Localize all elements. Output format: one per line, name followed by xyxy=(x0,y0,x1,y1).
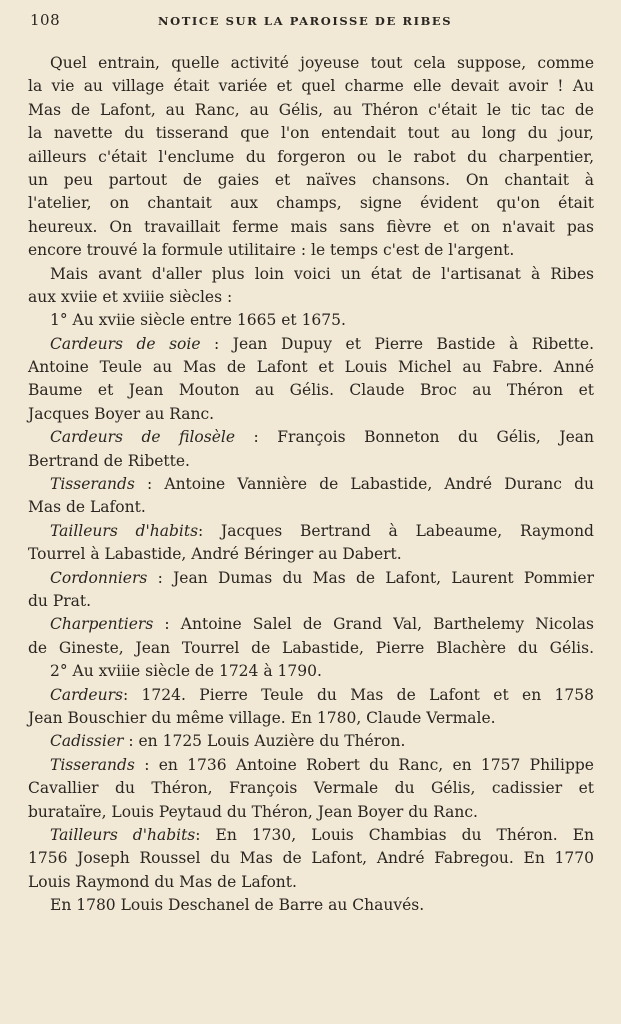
text-line xyxy=(28,684,594,707)
text-line xyxy=(28,496,594,519)
text-line xyxy=(28,379,594,402)
text-line xyxy=(28,216,594,239)
line-text: Mas de Lafont. xyxy=(28,498,146,517)
line-text: Jean Bouschier du même village. En 1780, Claude Vermale. xyxy=(28,708,496,727)
page-number: 108 xyxy=(30,11,61,29)
line-text: : Jacques Bertrand à Labeaume, Raymond xyxy=(198,521,594,540)
trade-label: Cardeurs xyxy=(50,685,123,704)
text-line xyxy=(28,707,594,730)
line-text: Quel entrain, quelle activité joyeuse tout cela suppose, comme xyxy=(50,54,594,72)
line-text: : Antoine Salel de Grand Val, Barthelemy Nicolas xyxy=(153,615,594,634)
text-line xyxy=(28,169,594,192)
trade-label: Cordonniers xyxy=(50,568,148,587)
line-text: de Gineste, Jean Tourrel de Labastide, Pierre Blachère du Gélis. xyxy=(28,638,594,657)
line-text: burataïre, Louis Peytaud du Théron, Jean Boyer du Ranc. xyxy=(28,802,478,821)
trade-label: Tailleurs d'habits xyxy=(50,825,196,844)
text-line xyxy=(28,754,594,777)
trade-label: Charpentiers xyxy=(50,615,154,634)
line-text: du Prat. xyxy=(28,591,92,610)
text-line xyxy=(28,286,594,309)
line-text: : Jean Dupuy et Pierre Bastide à Ribette. xyxy=(200,334,594,353)
line-text: Antoine Teule au Mas de Lafont et Louis Michel au Fabre. Anné xyxy=(28,358,594,377)
text-line xyxy=(28,473,594,496)
line-text: : Jean Dumas du Mas de Lafont, Laurent Pommier xyxy=(147,568,594,587)
line-text: encore trouvé la formule utilitaire : le temps c'est de l'argent. xyxy=(28,241,515,260)
line-text: : en 1736 Antoine Robert du Ranc, en 1757 Philippe xyxy=(134,755,594,774)
text-line xyxy=(28,426,594,449)
text-line xyxy=(28,520,594,543)
line-text: : François Bonneton du Gélis, Jean xyxy=(235,428,594,447)
text-line xyxy=(28,871,594,894)
line-text: Mais avant d'aller plus loin voici un état de l'artisanat à Ribes xyxy=(50,264,594,283)
text-line xyxy=(28,99,594,122)
line-text: la vie au village était variée et quel charme elle devait avoir ! Au xyxy=(28,77,594,96)
text-line xyxy=(28,637,594,660)
text-line xyxy=(28,450,594,473)
text-line xyxy=(28,333,594,356)
line-text: un peu partout de gaies et naïves chansons. On chantait à xyxy=(28,170,594,189)
text-line xyxy=(28,777,594,800)
trade-label: Tisserands xyxy=(50,755,135,774)
text-line xyxy=(28,52,594,75)
text-line xyxy=(28,263,594,286)
text-line xyxy=(28,356,594,379)
text-line xyxy=(28,894,594,917)
text-line xyxy=(28,801,594,824)
text-line xyxy=(28,824,594,847)
text-line xyxy=(28,847,594,870)
line-text: 1° Au xviie siècle entre 1665 et 1675. xyxy=(50,311,346,330)
text-line xyxy=(28,239,594,262)
line-text: : en 1725 Louis Auzière du Théron. xyxy=(123,732,406,751)
trade-label: Cardeurs de filosèle xyxy=(50,428,235,447)
line-text: Jacques Boyer au Ranc. xyxy=(28,404,215,423)
line-text: Baume et Jean Mouton au Gélis. Claude Broc au Théron et xyxy=(28,381,594,400)
body-text xyxy=(28,52,594,917)
running-title: NOTICE SUR LA PAROISSE DE RIBES xyxy=(158,14,453,28)
line-text: la navette du tisserand que l'on entendait tout au long du jour, xyxy=(28,124,594,143)
line-text: : 1724. Pierre Teule du Mas de Lafont et en 1758 xyxy=(122,685,594,704)
line-text: En 1780 Louis Deschanel de Barre au Chauvés. xyxy=(50,896,425,915)
trade-label: Cardeurs de soie xyxy=(50,334,201,353)
trade-label: Tisserands xyxy=(50,475,135,494)
text-line xyxy=(28,122,594,145)
text-line xyxy=(28,613,594,636)
trade-label: Cadissier xyxy=(50,732,124,751)
line-text: : Antoine Vannière de Labastide, André Duranc du xyxy=(134,475,594,494)
text-line xyxy=(28,543,594,566)
line-text: Louis Raymond du Mas de Lafont. xyxy=(28,872,297,891)
line-text: Bertrand de Ribette. xyxy=(28,451,190,470)
line-text: 1756 Joseph Roussel du Mas de Lafont, André Fabregou. En 1770 xyxy=(28,849,594,868)
text-line xyxy=(28,660,594,683)
line-text: ailleurs c'était l'enclume du forgeron ou le rabot du charpentier, xyxy=(28,147,594,166)
line-text: Cavallier du Théron, François Vermale du Gélis, cadissier et xyxy=(28,779,594,798)
text-line xyxy=(28,567,594,590)
line-text: : En 1730, Louis Chambias du Théron. En xyxy=(195,825,594,844)
line-text: Mas de Lafont, au Ranc, au Gélis, au Théron c'était le tic tac de xyxy=(28,100,594,119)
line-text: 2° Au xviiie siècle de 1724 à 1790. xyxy=(50,662,322,681)
line-text: l'atelier, on chantait aux champs, signe évident qu'on était xyxy=(28,194,594,213)
trade-label: Tailleurs d'habits xyxy=(50,521,199,540)
line-text: Tourrel à Labastide, André Béringer au Dabert. xyxy=(28,545,402,564)
text-line xyxy=(28,309,594,332)
text-line xyxy=(28,730,594,753)
text-line xyxy=(28,403,594,426)
running-head xyxy=(0,8,621,32)
text-line xyxy=(28,192,594,215)
line-text: heureux. On travaillait ferme mais sans fièvre et on n'avait pas xyxy=(28,217,594,236)
line-text: aux xviie et xviiie siècles : xyxy=(28,287,233,306)
text-line xyxy=(28,75,594,98)
text-line xyxy=(28,146,594,169)
text-line xyxy=(28,590,594,613)
